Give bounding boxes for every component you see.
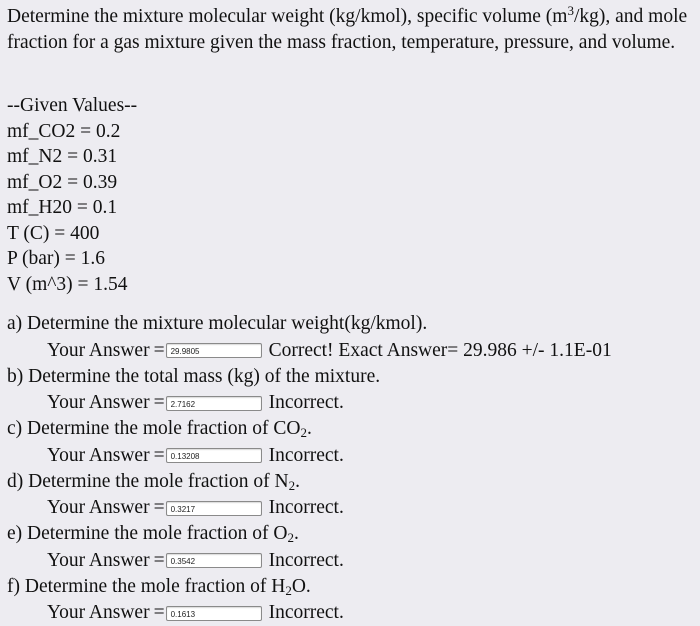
question-text: e) Determine the mole fraction of O xyxy=(7,523,288,544)
equals-sign: = xyxy=(153,549,165,571)
equals-sign: = xyxy=(153,444,165,466)
answer-row-c xyxy=(7,443,697,469)
question-text-after: O. xyxy=(291,575,311,597)
question-subscript: 2 xyxy=(285,582,292,598)
question-text-after: . xyxy=(306,418,312,439)
answer-row-f xyxy=(7,600,697,626)
result-text: Incorrect. xyxy=(268,392,344,413)
question-prompt-e xyxy=(7,521,697,548)
equals-sign: = xyxy=(153,602,165,623)
equals-sign: = xyxy=(153,339,165,361)
answer-label: Your Answer xyxy=(47,339,150,361)
answer-row-a xyxy=(7,338,697,364)
statement-text-2: /kg), and mole fraction for a gas mixture given the mass fraction, temperature, pressure, and volume. xyxy=(7,6,688,53)
question-text: f) Determine the mole fraction of H xyxy=(7,575,286,597)
questions-list xyxy=(7,311,697,626)
answer-row-b xyxy=(7,390,697,416)
answer-input-a[interactable]: 29.9805 xyxy=(166,343,262,358)
question-text: b) Determine the total mass (kg) of the mixture. xyxy=(7,365,381,387)
statement-superscript: 3 xyxy=(567,3,574,18)
answer-input-e[interactable]: 0.3542 xyxy=(166,553,262,568)
equals-sign: = xyxy=(153,497,165,518)
question-text: a) Determine the mixture molecular weight(kg/kmol). xyxy=(7,313,428,334)
equals-sign: = xyxy=(153,392,165,413)
given-value: mf_O2 = 0.39 xyxy=(7,171,118,193)
answer-label: Your Answer xyxy=(47,602,150,623)
question-subscript: 2 xyxy=(300,425,307,440)
problem-statement xyxy=(7,4,692,56)
answer-label: Your Answer xyxy=(47,497,150,518)
result-text: Incorrect. xyxy=(268,497,344,518)
question-subscript: 2 xyxy=(287,530,294,545)
question-prompt-c xyxy=(7,416,697,443)
question-prompt-a xyxy=(7,311,697,338)
answer-row-e xyxy=(7,548,697,574)
statement-text-1: Determine the mixture molecular weight (kg/kmol), specific volume (m xyxy=(7,6,568,27)
given-value: mf_H20 = 0.1 xyxy=(7,197,118,218)
given-value: T (C) = 400 xyxy=(7,222,100,244)
given-value: mf_N2 = 0.31 xyxy=(7,146,118,167)
answer-input-b[interactable]: 2.7162 xyxy=(166,396,262,411)
question-text: d) Determine the mole fraction of N xyxy=(7,470,289,492)
question-text-after: . xyxy=(293,523,299,544)
question-prompt-b xyxy=(7,364,697,391)
result-text: Incorrect. xyxy=(268,549,344,571)
given-value: P (bar) = 1.6 xyxy=(7,248,106,269)
question-text-after: . xyxy=(295,470,300,492)
result-text: Correct! Exact Answer= 29.986 +/- 1.1E-01 xyxy=(268,339,612,361)
answer-input-c[interactable]: 0.13208 xyxy=(166,448,262,463)
given-values-header: --Given Values-- xyxy=(7,95,138,116)
result-text: Incorrect. xyxy=(268,602,344,623)
given-value: mf_CO2 = 0.2 xyxy=(7,120,121,142)
answer-row-d xyxy=(7,495,697,521)
answer-input-f[interactable]: 0.1613 xyxy=(166,606,262,621)
given-value: V (m^3) = 1.54 xyxy=(7,273,128,295)
result-text: Incorrect. xyxy=(268,444,344,466)
question-prompt-f xyxy=(7,574,697,601)
question-prompt-d xyxy=(7,469,697,496)
answer-label: Your Answer xyxy=(47,392,150,413)
answer-label: Your Answer xyxy=(47,549,150,571)
question-text: c) Determine the mole fraction of CO xyxy=(7,418,301,439)
answer-label: Your Answer xyxy=(47,444,150,466)
question-subscript: 2 xyxy=(288,477,296,493)
answer-input-d[interactable]: 0.3217 xyxy=(166,501,262,516)
given-values xyxy=(7,93,137,297)
